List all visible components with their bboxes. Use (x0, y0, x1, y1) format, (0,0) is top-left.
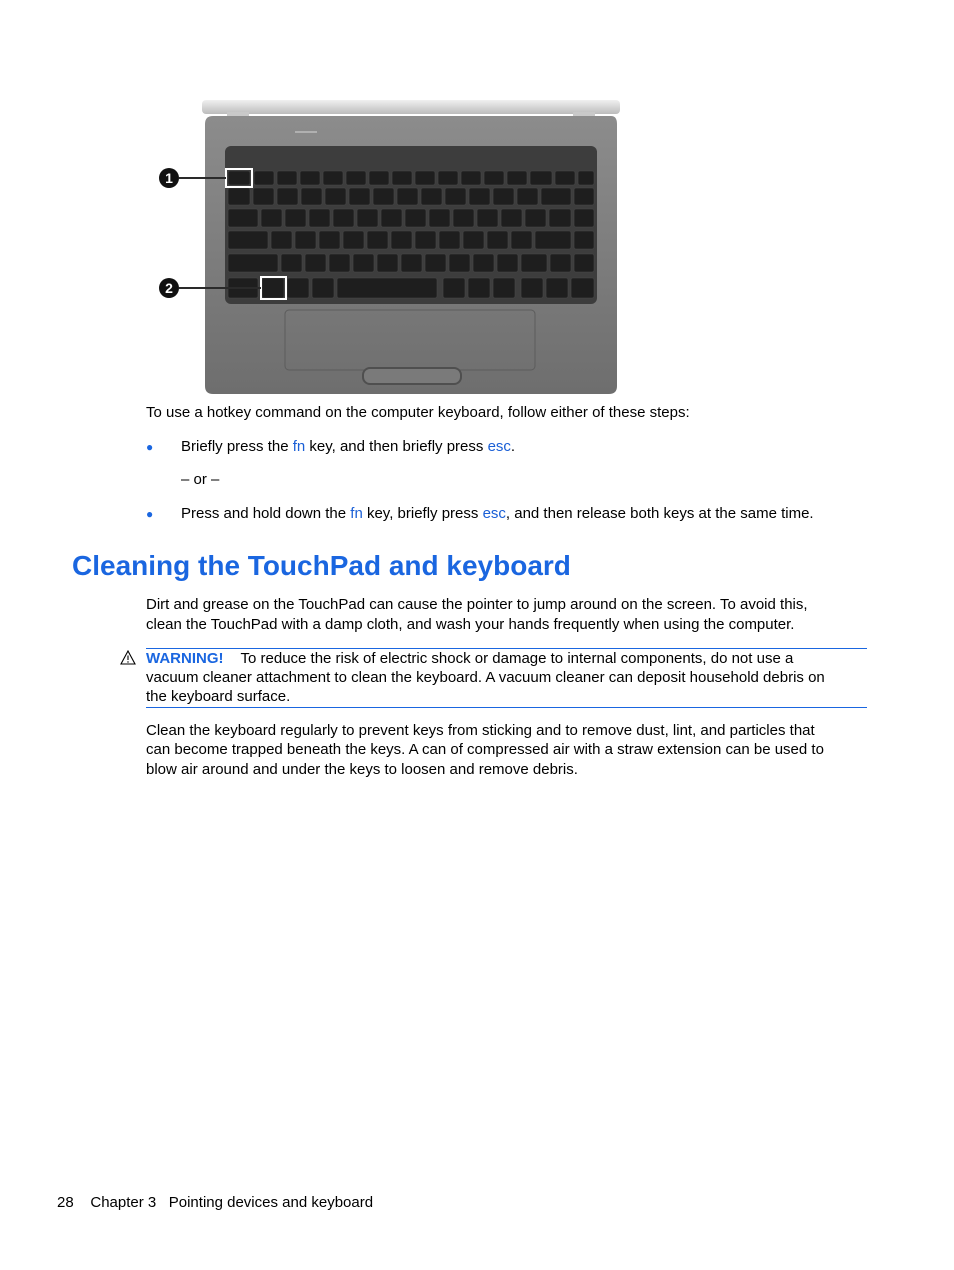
step-1: Briefly press the fn key, and then briefly press esc. (181, 438, 516, 455)
shift-row (228, 254, 594, 272)
keyboard-illustration (155, 98, 625, 398)
fn-key-link[interactable]: fn (292, 438, 306, 455)
bottom-row (228, 278, 594, 298)
esc-key-link[interactable]: esc (482, 505, 506, 522)
bullet-icon: ● (146, 507, 154, 521)
esc-key-link[interactable]: esc (487, 438, 511, 455)
laptop-keyboard-image (155, 98, 625, 398)
warning-bottom-rule (146, 707, 867, 708)
power-indicator (295, 131, 317, 133)
chapter-title: Pointing devices and keyboard (168, 1194, 374, 1211)
touchpad-button (363, 368, 461, 384)
callout-2-number: 2 (165, 280, 173, 296)
callout-1-number: 1 (165, 170, 173, 186)
paragraph-2-line-1: Clean the keyboard regularly to prevent keys from sticking and to remove dust, lint, and particles that (146, 722, 815, 739)
intro-text: To use a hotkey command on the computer keyboard, follow either of these steps: (146, 404, 690, 421)
paragraph-1-line-1: Dirt and grease on the TouchPad can cause the pointer to jump around on the screen. To avoid this, (146, 596, 808, 613)
warning-triangle-icon (120, 650, 136, 665)
section-heading: Cleaning the TouchPad and keyboard (72, 550, 571, 581)
page-number: 28 (57, 1194, 74, 1211)
step-2: Press and hold down the fn key, briefly press esc, and then release both keys at the same time. (181, 505, 814, 522)
page-footer (57, 1193, 373, 1212)
home-row (228, 231, 594, 249)
paragraph-2-line-2: can become trapped beneath the keys. A can of compressed air with a straw extension can be used to (146, 741, 824, 758)
lid-edge (202, 100, 620, 114)
warning-line-1: WARNING! To reduce the risk of electric shock or damage to internal components, do not use a (146, 650, 794, 667)
warning-line-3: the keyboard surface. (146, 688, 291, 705)
function-row (228, 171, 594, 185)
or-separator: – or – (181, 471, 220, 488)
paragraph-1-line-2: clean the TouchPad with a damp cloth, and wash your hands frequently when using the computer. (146, 616, 795, 633)
warning-line-2: vacuum cleaner attachment to clean the keyboard. A vacuum cleaner can deposit household debris on (146, 669, 825, 686)
warning-label: WARNING! (146, 650, 224, 667)
callout-1-badge (159, 168, 179, 188)
bullet-icon: ● (146, 440, 154, 454)
fn-key-link[interactable]: fn (350, 505, 363, 522)
callout-2-badge (159, 278, 179, 298)
paragraph-2-line-3: blow air around and under the keys to loosen and remove debris. (146, 761, 578, 778)
chapter-label: Chapter 3 (90, 1194, 157, 1211)
